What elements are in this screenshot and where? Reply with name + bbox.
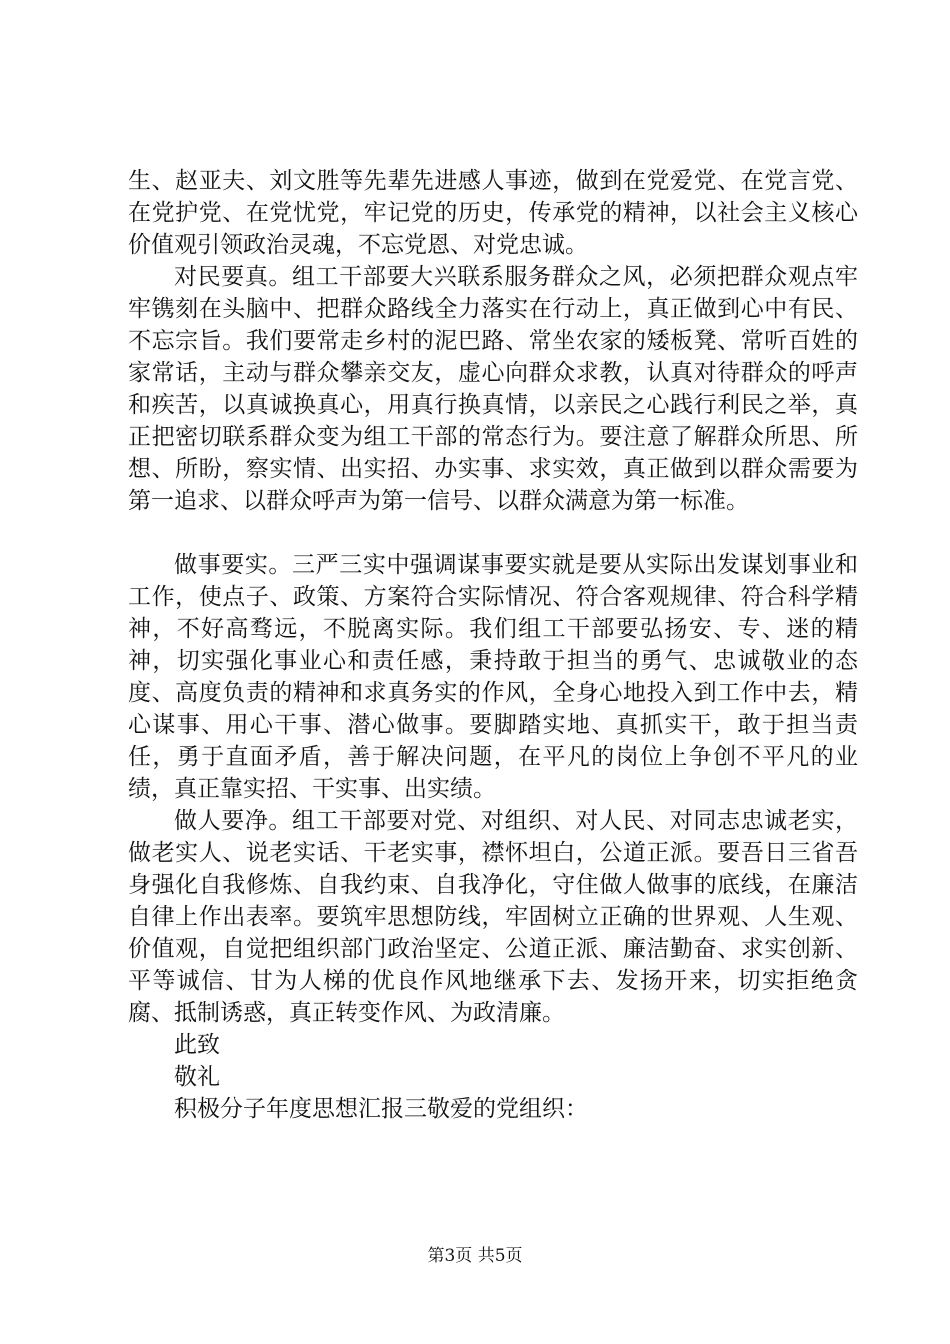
paragraph-conduct: 做人要净。组工干部要对党、对组织、对人民、对同志忠诚老实，做老实人、说老实话、干老实事，襟怀坦白，公道正派。要吾日三省吾身强化自我修炼、自我约束、自我净化，守住做人做事的底线，在廉洁自律上作出表率。要筑牢思想防线，牢固树立正确的世界观、人生观、价值观，自觉把组织部门政治坚定、公道正派、廉洁勤奋、求实创新、平等诚信、甘为人梯的优良作风地继承下去、发扬开来，切实拒绝贪腐、抵制诱惑，真正转变作风、为政清廉。 <box>128 808 858 1026</box>
next-section-heading: 积极分子年度思想汇报三敬爱的党组织： <box>174 1096 588 1122</box>
paragraph-continuation: 生、赵亚夫、刘文胜等先辈先进感人事迹，做到在党爱党、在党言党、在党护党、在党忧党，牢记党的历史，传承党的精神，以社会主义核心价值观引领政治灵魂，不忘党恩、对党忠诚。 <box>128 168 858 258</box>
document-body <box>128 165 858 1125</box>
closing-regards: 敬礼 <box>174 1064 220 1090</box>
closing-salutation: 此致 <box>174 1032 220 1058</box>
paragraph-work: 做事要实。三严三实中强调谋事要实就是要从实际出发谋划事业和工作，使点子、政策、方案符合实际情况、符合客观规律、符合科学精神，不好高骛远，不脱离实际。我们组工干部要弘扬安、专、迷的精神，切实强化事业心和责任感，秉持敢于担当的勇气、忠诚敬业的态度、高度负责的精神和求真务实的作风，全身心地投入到工作中去，精心谋事、用心干事、潜心做事。要脚踏实地、真抓实干，敢于担当责任，勇于直面矛盾，善于解决问题，在平凡的岗位上争创不平凡的业绩，真正靠实招、干实事、出实绩。 <box>128 552 858 802</box>
page-footer: 第3页 共5页 <box>427 1246 523 1266</box>
paragraph-people: 对民要真。组工干部要大兴联系服务群众之风，必须把群众观点牢牢镌刻在头脑中、把群众路线全力落实在行动上，真正做到心中有民、不忘宗旨。我们要常走乡村的泥巴路、常坐农家的矮板凳、常听百姓的家常话，主动与群众攀亲交友，虚心向群众求教，认真对待群众的呼声和疾苦，以真诚换真心，用真行换真情，以亲民之心践行利民之举，真正把密切联系群众变为组工干部的常态行为。要注意了解群众所思、所想、所盼，察实情、出实招、办实事、求实效，真正做到以群众需要为第一追求、以群众呼声为第一信号、以群众满意为第一标准。 <box>128 264 858 514</box>
paragraph-gap <box>128 517 858 549</box>
